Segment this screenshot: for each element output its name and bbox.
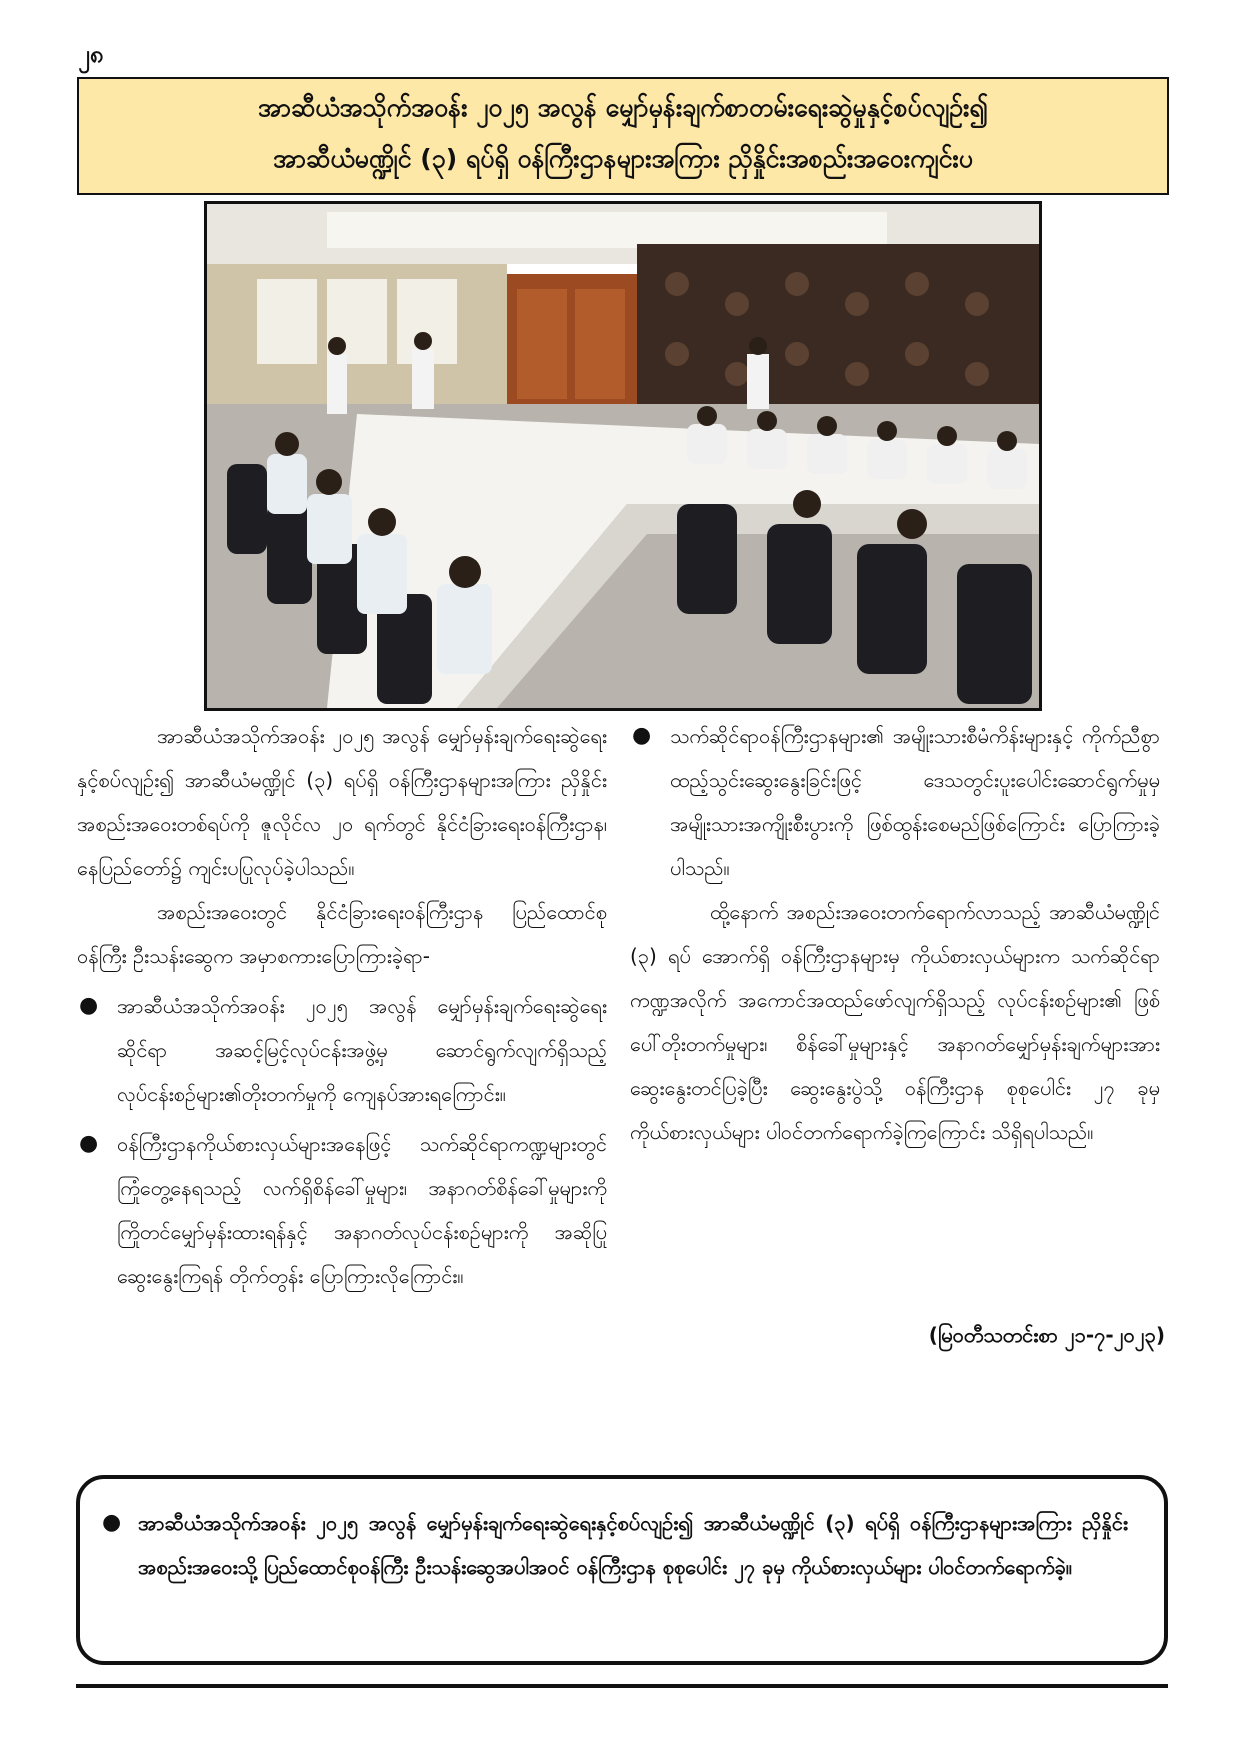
right-paragraph-1: ထို့နောက် အစည်းအဝေးတက်ရောက်လာသည့် အာဆီယံမဏ္ဍိုင် (၃) ရပ် အောက်ရှိ ဝန်ကြီးဌာနများမှ ကိုယ်စားလှယ်များက သက်ဆိုင်ရာကဏ္ဍအလိုက် အကောင်အထည်ဖော်လျက်ရှိသည့် လုပ်ငန်းစဉ်များ၏ ဖြစ်ပေါ်တိုးတက်မှုများ၊ စိန်ခေါ်မှုများနှင့် အနာဂတ်မျှော်မှန်းချက်များအား ဆွေးနွေးတင်ပြခဲ့ပြီး ဆွေးနွေးပွဲသို့ ဝန်ကြီးဌာန စုစုပေါင်း ၂၇ ခုမှ ကိုယ်စားလှယ်များ ပါဝင်တက်ရောက်ခဲ့ကြကြောင်း သိရှိရပါသည်။ — [630, 900, 1160, 1144]
highlight-text: အာဆီယံအသိုက်အဝန်း ၂၀၂၅ အလွန် မျှော်မှန်းချက်ရေးဆွဲရေးနှင့်စပ်လျဉ်း၍ အာဆီယံမဏ္ဍိုင် (၃) ရပ်ရှိ ဝန်ကြီးဌာနများအကြား ညှိနှိုင်းအစည်းအဝေးသို့ ပြည်ထောင်စုဝန်ကြီး ဦးသန်းဆွေအပါအဝင် ဝန်ကြီးဌာန စုစုပေါင်း ၂၇ ခုမှ ကိုယ်စားလှယ်များ ပါဝင်တက်ရောက်ခဲ့။ — [138, 1511, 1128, 1579]
left-paragraph-2: အစည်းအဝေးတွင် နိုင်ငံခြားရေးဝန်ကြီးဌာန ပြည်ထောင်စုဝန်ကြီး ဦးသန်းဆွေက အမှာစကားပြောကြားခဲ့ရာ- — [77, 900, 607, 968]
right-bullet-1-text: သက်ဆိုင်ရာဝန်ကြီးဌာနများ၏ အမျိုးသားစီမံကိန်းများနှင့် ကိုက်ညီစွာ ထည့်သွင်းဆွေးနွေးခြင်းဖြင့် ဒေသတွင်းပူးပေါင်းဆောင်ရွက်မှုမှ အမျိုးသားအကျိုးစီးပွားကို ဖြစ်ထွန်းစေမည်ဖြစ်ကြောင်း ပြောကြားခဲ့ပါသည်။ — [670, 724, 1160, 880]
title-box — [77, 77, 1169, 195]
bullet-icon: ● — [79, 1131, 99, 1156]
left-column — [77, 714, 607, 1298]
left-bullet-1-text: အာဆီယံအသိုက်အဝန်း ၂၀၂၅ အလွန် မျှော်မှန်းချက်ရေးဆွဲရေးဆိုင်ရာ အဆင့်မြင့်လုပ်ငန်းအဖွဲ့မှ ဆောင်ရွက်လျက်ရှိသည့် လုပ်ငန်းစဉ်များ၏တိုးတက်မှုကို ကျေနပ်အားရကြောင်း။ — [117, 994, 607, 1106]
right-column — [630, 714, 1160, 1154]
bullet-icon: ● — [632, 723, 652, 748]
meeting-photo — [204, 201, 1042, 711]
meeting-photo-illustration — [207, 204, 1039, 708]
title-line-2: အာဆီယံမဏ္ဍိုင် (၃) ရပ်ရှိ ဝန်ကြီးဌာနများအကြား ညှိနှိုင်းအစည်းအဝေးကျင်းပ — [272, 144, 974, 173]
bottom-rule — [76, 1684, 1168, 1688]
title-line-1: အာဆီယံအသိုက်အဝန်း ၂၀၂၅ အလွန် မျှော်မှန်းချက်စာတမ်းရေးဆွဲမှုနှင့်စပ်လျဉ်း၍ — [257, 93, 989, 122]
left-bullet-1 — [77, 984, 607, 1116]
right-bullet-1 — [630, 714, 1160, 890]
left-bullet-2-text: ဝန်ကြီးဌာနကိုယ်စားလှယ်များအနေဖြင့် သက်ဆိုင်ရာကဏ္ဍများတွင် ကြုံတွေ့နေရသည့် လက်ရှိစိန်ခေါ်မှုများ၊ အနာဂတ်စိန်ခေါ်မှုများကို ကြိုတင်မျှော်မှန်းထားရန်နှင့် အနာဂတ်လုပ်ငန်းစဉ်များကို အဆိုပြုဆွေးနွေးကြရန် တိုက်တွန်း ပြောကြားလိုကြောင်း။ — [117, 1132, 607, 1288]
bullet-icon: ● — [79, 993, 99, 1018]
bullet-icon: ● — [102, 1510, 122, 1535]
page-number: ၂၈ — [78, 40, 104, 68]
left-bullet-2 — [77, 1122, 607, 1298]
highlight-box — [76, 1475, 1168, 1665]
left-paragraph-1: အာဆီယံအသိုက်အဝန်း ၂၀၂၅ အလွန် မျှော်မှန်းချက်ရေးဆွဲရေးနှင့်စပ်လျဉ်း၍ အာဆီယံမဏ္ဍိုင် (၃) ရပ်ရှိ ဝန်ကြီးဌာနများအကြား ညှိနှိုင်းအစည်းအဝေးတစ်ရပ်ကို ဇူလိုင်လ ၂၀ ရက်တွင် နိုင်ငံခြားရေးဝန်ကြီးဌာန၊ နေပြည်တော်၌ ကျင်းပပြုလုပ်ခဲ့ပါသည်။ — [77, 724, 607, 880]
source-citation: (မြဝတီသတင်းစာ ၂၁-၇-၂၀၂၃) — [928, 1323, 1165, 1347]
